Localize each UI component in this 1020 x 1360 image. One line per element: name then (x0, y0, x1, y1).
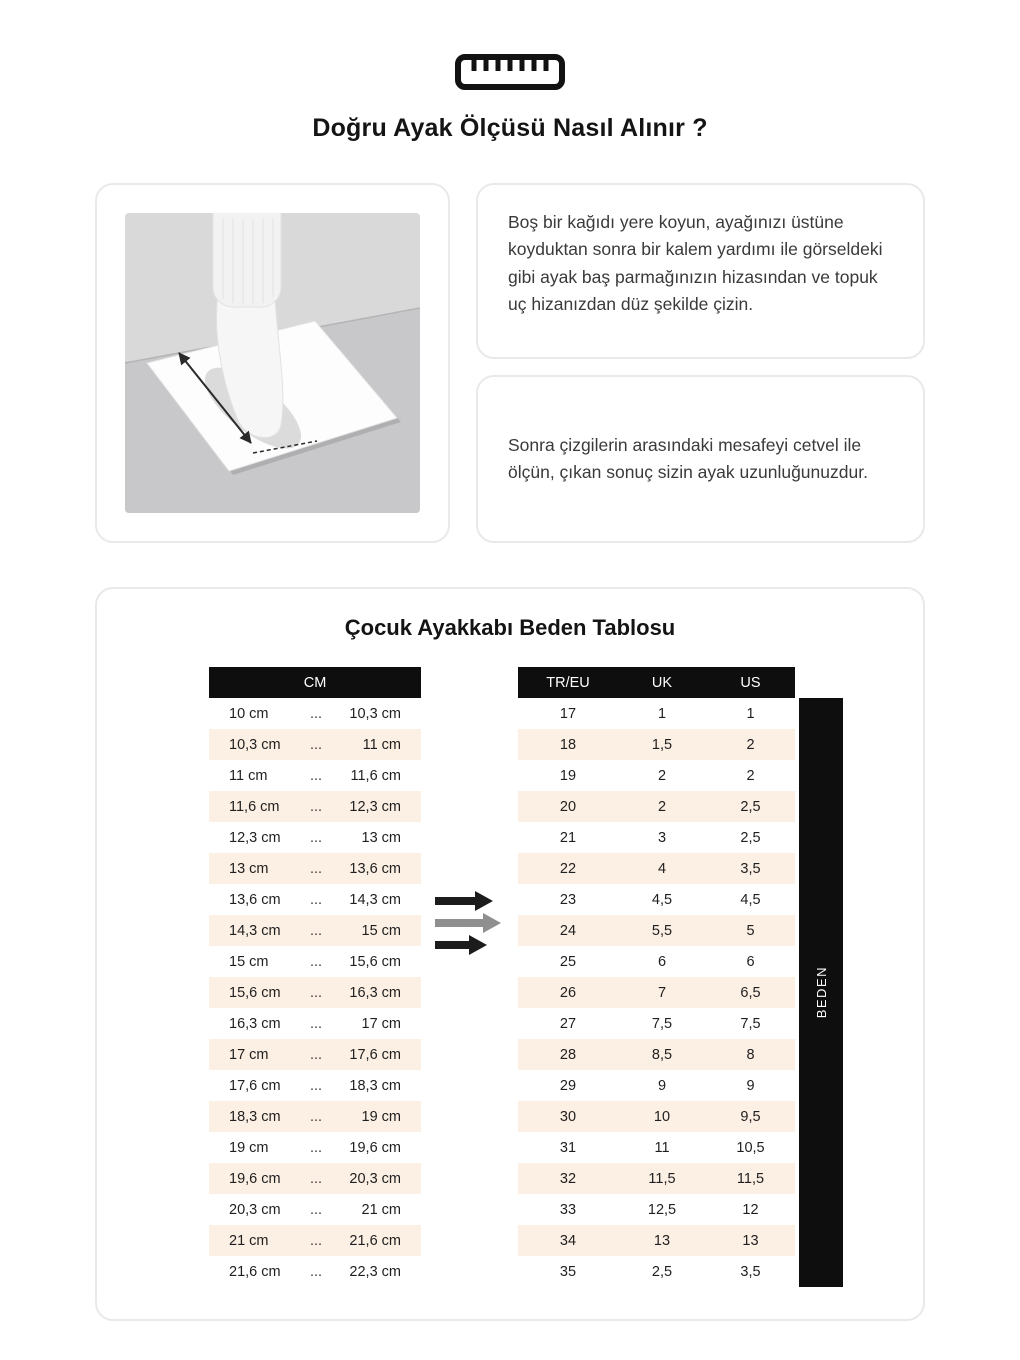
range-dots: ... (309, 1108, 323, 1125)
size-table-row (518, 822, 795, 853)
size-table-row (518, 760, 795, 791)
cm-from-cell: 14,3 cm (229, 922, 281, 939)
cm-to-cell: 17,6 cm (349, 1046, 401, 1063)
us-cell: 1 (746, 705, 755, 722)
cm-table-row (209, 946, 421, 977)
cm-to-cell: 14,3 cm (349, 891, 401, 908)
cm-from-cell: 18,3 cm (229, 1108, 281, 1125)
cm-table-row (209, 1039, 421, 1070)
cm-to-cell: 20,3 cm (349, 1170, 401, 1187)
treu-cell: 17 (559, 705, 577, 722)
us-cell: 5 (746, 922, 755, 939)
header-cell-us: US (740, 674, 761, 691)
us-cell: 7,5 (740, 1015, 761, 1032)
treu-cell: 34 (559, 1232, 577, 1249)
cm-to-cell: 17 cm (361, 1015, 401, 1032)
cm-table-row (209, 1225, 421, 1256)
treu-cell: 18 (559, 736, 577, 753)
instruction-card-2 (476, 375, 925, 543)
uk-cell: 11 (654, 1139, 670, 1156)
size-table-row (518, 1070, 795, 1101)
cm-to-cell: 16,3 cm (349, 984, 401, 1001)
instruction-card-1 (476, 183, 925, 359)
us-cell: 2 (746, 767, 755, 784)
range-dots: ... (309, 1232, 323, 1249)
cm-to-cell: 19 cm (361, 1108, 401, 1125)
range-dots: ... (309, 984, 323, 1001)
size-table-row (518, 946, 795, 977)
cm-to-cell: 18,3 cm (349, 1077, 401, 1094)
size-table-row (518, 729, 795, 760)
treu-cell: 26 (559, 984, 577, 1001)
cm-to-cell: 10,3 cm (349, 705, 401, 722)
treu-cell: 25 (559, 953, 577, 970)
cm-from-cell: 10 cm (229, 705, 269, 722)
cm-to-cell: 11,6 cm (350, 767, 401, 784)
size-table-row (518, 915, 795, 946)
foot-on-paper-illustration (125, 213, 420, 513)
cm-from-cell: 13,6 cm (229, 891, 281, 908)
treu-cell: 24 (559, 922, 577, 939)
transfer-arrows (421, 667, 518, 961)
uk-cell: 4,5 (651, 891, 673, 908)
range-dots: ... (309, 922, 323, 939)
cm-table-row (209, 1132, 421, 1163)
cm-from-cell: 20,3 cm (229, 1201, 281, 1218)
size-table-row (518, 791, 795, 822)
us-cell: 13 (742, 1232, 759, 1249)
treu-cell: 20 (559, 798, 577, 815)
foot-measure-photo (125, 213, 420, 513)
cm-table-row (209, 1194, 421, 1225)
right-arrows-icon (435, 889, 505, 961)
range-dots: ... (309, 1139, 323, 1156)
treu-cell: 23 (559, 891, 577, 908)
uk-cell: 3 (657, 829, 667, 846)
treu-cell: 27 (559, 1015, 577, 1032)
cm-from-cell: 19,6 cm (229, 1170, 281, 1187)
us-cell: 8 (746, 1046, 755, 1063)
treu-cell: 35 (559, 1263, 577, 1280)
treu-cell: 30 (559, 1108, 577, 1125)
range-dots: ... (309, 1263, 323, 1280)
cm-table-row (209, 977, 421, 1008)
us-cell: 3,5 (740, 1263, 761, 1280)
uk-cell: 4 (657, 860, 667, 877)
uk-cell: 8,5 (651, 1046, 673, 1063)
us-cell: 9 (746, 1077, 755, 1094)
cm-table-row (209, 1256, 421, 1287)
beden-label: BEDEN (813, 966, 829, 1019)
range-dots: ... (309, 1015, 323, 1032)
size-table-row (518, 1101, 795, 1132)
instruction-text-1: Boş bir kağıdı yere koyun, ayağınızı üstüne koyduktan sonra bir kalem yardımı ile görseldeki gibi ayak baş parmağınızın hizasından ve topuk uç hizanızdan düz şekilde çizin. (508, 212, 883, 314)
range-dots: ... (309, 1201, 323, 1218)
cm-from-cell: 10,3 cm (229, 736, 281, 753)
uk-cell: 10 (653, 1108, 671, 1125)
ruler-icon (454, 52, 566, 92)
treu-cell: 19 (559, 767, 577, 784)
cm-from-cell: 17 cm (229, 1046, 269, 1063)
size-table-body (518, 698, 795, 1287)
cm-from-cell: 13 cm (229, 860, 269, 877)
cm-table-row (209, 729, 421, 760)
cm-to-cell: 12,3 cm (349, 798, 401, 815)
size-table-row (518, 1132, 795, 1163)
size-table-row (518, 1039, 795, 1070)
foot-measure-photo-card (95, 183, 450, 543)
cm-table (209, 667, 421, 1287)
size-table-row (518, 1225, 795, 1256)
cm-to-cell: 13,6 cm (349, 860, 401, 877)
cm-to-cell: 11 cm (362, 736, 401, 753)
instruction-cards (476, 183, 925, 543)
cm-table-row (209, 698, 421, 729)
size-table-header-row (518, 667, 795, 698)
us-cell: 9,5 (740, 1108, 761, 1125)
cm-table-row (209, 884, 421, 915)
cm-from-cell: 21 cm (229, 1232, 269, 1249)
range-dots: ... (309, 860, 323, 877)
how-to-section (95, 183, 925, 543)
size-conversion-table (518, 667, 795, 1287)
range-dots: ... (309, 705, 323, 722)
us-cell: 6,5 (740, 984, 761, 1001)
range-dots: ... (309, 1046, 323, 1063)
size-table-card (95, 587, 925, 1321)
size-table-row (518, 1194, 795, 1225)
range-dots: ... (309, 767, 323, 784)
range-dots: ... (309, 1077, 323, 1094)
size-table-row (518, 1256, 795, 1287)
cm-table-row (209, 915, 421, 946)
cm-table-row (209, 853, 421, 884)
cm-from-cell: 17,6 cm (229, 1077, 281, 1094)
cm-to-cell: 22,3 cm (349, 1263, 401, 1280)
cm-from-cell: 11 cm (229, 767, 268, 784)
cm-table-row (209, 1101, 421, 1132)
size-table-row (518, 977, 795, 1008)
range-dots: ... (309, 953, 323, 970)
range-dots: ... (309, 891, 323, 908)
cm-to-cell: 21,6 cm (349, 1232, 401, 1249)
treu-cell: 32 (559, 1170, 577, 1187)
uk-cell: 11,5 (648, 1170, 676, 1187)
us-cell: 10,5 (736, 1139, 765, 1156)
uk-cell: 6 (657, 953, 667, 970)
range-dots: ... (309, 736, 323, 753)
cm-table-row (209, 1070, 421, 1101)
treu-cell: 31 (559, 1139, 577, 1156)
range-dots: ... (309, 1170, 323, 1187)
us-cell: 2,5 (740, 829, 761, 846)
uk-cell: 1,5 (651, 736, 673, 753)
cm-to-cell: 13 cm (361, 829, 401, 846)
uk-cell: 1 (657, 705, 667, 722)
cm-table-row (209, 791, 421, 822)
cm-from-cell: 21,6 cm (229, 1263, 281, 1280)
size-table-title: Çocuk Ayakkabı Beden Tablosu (344, 615, 676, 640)
size-tables (97, 667, 923, 1287)
us-cell: 2 (746, 736, 755, 753)
uk-cell: 2 (657, 767, 667, 784)
uk-cell: 13 (653, 1232, 671, 1249)
instruction-text-2: Sonra çizgilerin arasındaki mesafeyi cetvel ile ölçün, çıkan sonuç sizin ayak uzunluğunuzdur. (508, 434, 868, 482)
cm-from-cell: 15,6 cm (229, 984, 281, 1001)
cm-to-cell: 15 cm (361, 922, 401, 939)
cm-to-cell: 19,6 cm (349, 1139, 401, 1156)
treu-cell: 29 (559, 1077, 577, 1094)
uk-cell: 7,5 (651, 1015, 673, 1032)
us-cell: 4,5 (740, 891, 761, 908)
cm-table-row (209, 1163, 421, 1194)
us-cell: 12 (742, 1201, 759, 1218)
treu-cell: 22 (559, 860, 577, 877)
us-cell: 11,5 (736, 1170, 765, 1187)
range-dots: ... (309, 829, 323, 846)
cm-from-cell: 12,3 cm (229, 829, 281, 846)
treu-cell: 28 (559, 1046, 577, 1063)
us-cell: 6 (746, 953, 755, 970)
cm-table-body (209, 698, 421, 1287)
cm-to-cell: 21 cm (361, 1201, 401, 1218)
uk-cell: 2,5 (651, 1263, 673, 1280)
treu-cell: 33 (559, 1201, 577, 1218)
cm-table-row (209, 760, 421, 791)
header-cell-uk: UK (651, 674, 673, 691)
cm-from-cell: 19 cm (229, 1139, 269, 1156)
range-dots: ... (309, 798, 323, 815)
size-table-row (518, 698, 795, 729)
treu-cell: 21 (559, 829, 577, 846)
size-table-row (518, 884, 795, 915)
size-table-row (518, 1163, 795, 1194)
cm-table-header: CM (209, 667, 421, 698)
cm-to-cell: 15,6 cm (349, 953, 401, 970)
cm-table-row (209, 822, 421, 853)
header-cell-treu: TR/EU (546, 674, 590, 691)
cm-table-row (209, 1008, 421, 1039)
us-cell: 3,5 (740, 860, 761, 877)
cm-from-cell: 15 cm (229, 953, 269, 970)
uk-cell: 7 (657, 984, 667, 1001)
uk-cell: 2 (657, 798, 667, 815)
uk-cell: 9 (657, 1077, 667, 1094)
us-cell: 2,5 (740, 798, 761, 815)
page-header (95, 52, 925, 143)
cm-from-cell: 16,3 cm (229, 1015, 281, 1032)
beden-side-bar (799, 698, 843, 1287)
page-title: Doğru Ayak Ölçüsü Nasıl Alınır ? (312, 114, 708, 142)
size-table-row (518, 853, 795, 884)
uk-cell: 12,5 (647, 1201, 677, 1218)
cm-from-cell: 11,6 cm (229, 798, 280, 815)
size-table-row (518, 1008, 795, 1039)
uk-cell: 5,5 (651, 922, 673, 939)
